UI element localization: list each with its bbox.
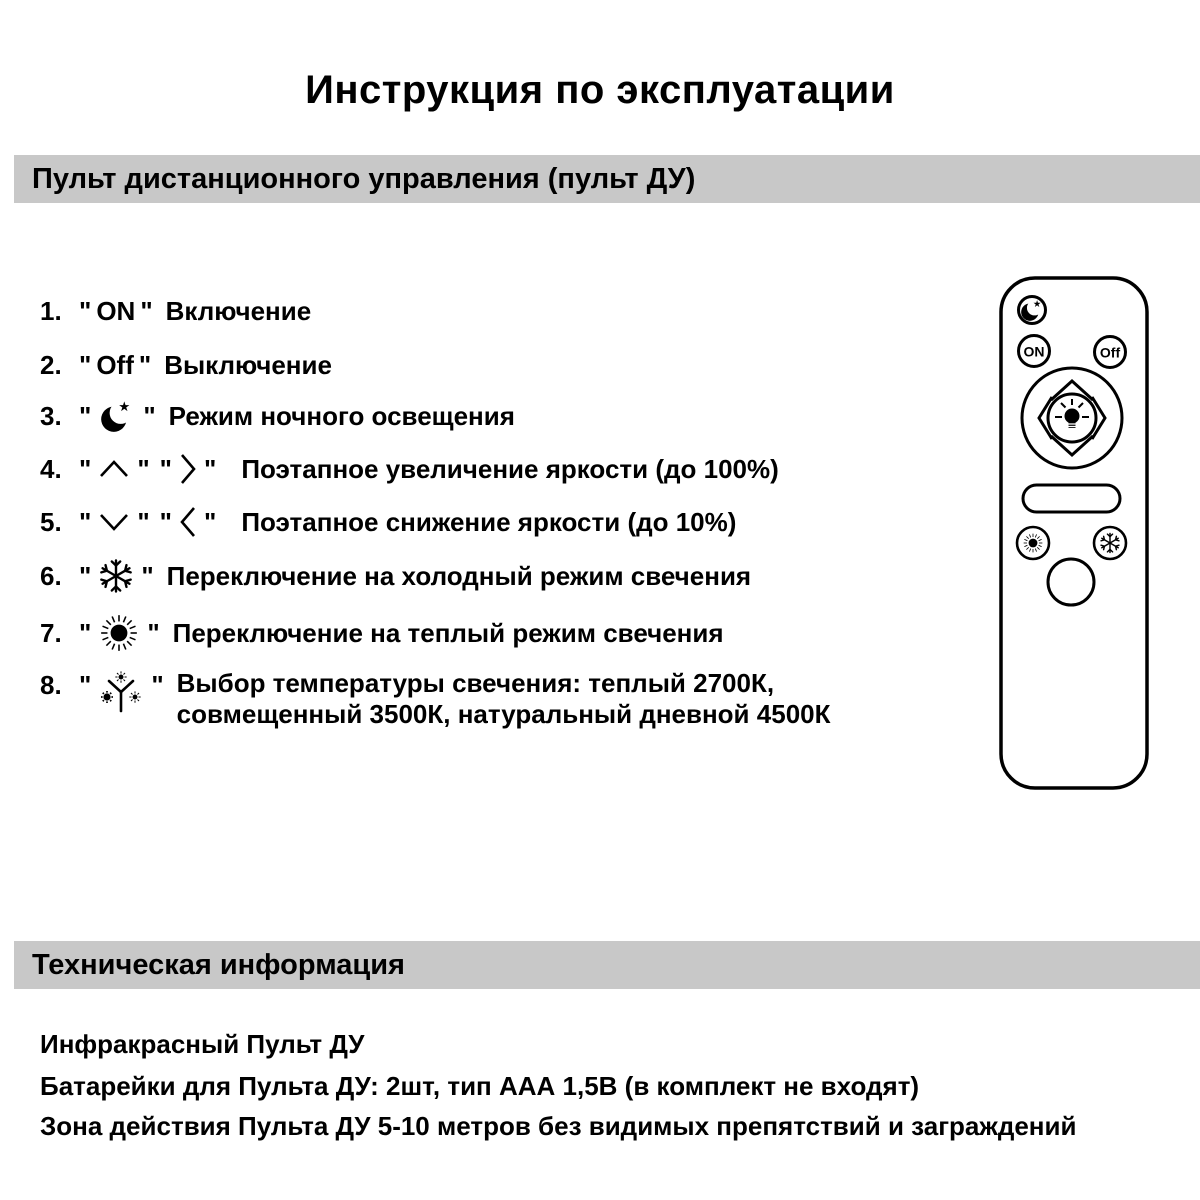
item-number: 5. xyxy=(40,507,62,537)
light-bulb-icon xyxy=(1055,399,1089,428)
quote-mark: " xyxy=(79,350,92,380)
quote-mark: " xyxy=(79,454,92,484)
tech-line-range: Зона действия Пульта ДУ 5-10 метров без видимых препятствий и заграждений xyxy=(40,1111,1077,1141)
quote-mark: " xyxy=(159,507,172,537)
item-number: 1. xyxy=(40,296,62,326)
item-description: Режим ночного освещения xyxy=(168,401,515,431)
quote-mark: " xyxy=(203,454,217,484)
brightness-dpad xyxy=(1022,368,1122,468)
quote-mark: " xyxy=(79,296,92,326)
quote-mark: " xyxy=(79,507,92,537)
quote-mark: " xyxy=(138,350,152,380)
section-header-remote xyxy=(14,155,1200,203)
quote-mark: " xyxy=(79,670,92,700)
item-description: Выключение xyxy=(164,350,332,380)
quote-mark: " xyxy=(79,561,92,591)
list-item-night-mode xyxy=(40,397,515,435)
dpad-up-arrow-icon xyxy=(1051,381,1093,400)
page-title: Инструкция по эксплуатации xyxy=(305,68,895,112)
cold-mode-button xyxy=(1094,527,1126,559)
item-description: Поэтапное снижение яркости (до 10%) xyxy=(241,507,737,537)
tech-line-batteries: Батарейки для Пульта ДУ: 2шт, тип ААА 1,5В (в комплект не входят) xyxy=(40,1071,920,1101)
off-button-label: Off xyxy=(1099,344,1121,361)
quote-mark: " xyxy=(140,296,153,326)
section-header-tech xyxy=(14,941,1200,989)
item-description: Переключение на теплый режим свечения xyxy=(172,618,724,648)
chevron-up-icon xyxy=(98,459,130,479)
section-header-tech-label: Техническая информация xyxy=(32,948,405,981)
chevron-left-icon xyxy=(179,505,197,539)
warm-mode-button xyxy=(1017,527,1049,559)
list-item-warm-mode xyxy=(40,612,724,654)
crescent-moon-icon xyxy=(98,397,136,435)
item-description: Поэтапное увеличение яркости (до 100%) xyxy=(241,454,779,484)
warm-sun-icon xyxy=(98,612,140,654)
item-number: 6. xyxy=(40,561,62,591)
quote-mark: " xyxy=(137,454,150,484)
quote-mark: " xyxy=(147,618,160,648)
chevron-right-icon xyxy=(179,452,197,486)
snowflake-icon xyxy=(1101,534,1120,553)
list-item-color-temperature xyxy=(40,668,830,730)
dpad-right-arrow-icon xyxy=(1092,397,1105,439)
list-item-off xyxy=(40,348,332,382)
item-number: 3. xyxy=(40,401,62,431)
dpad-left-arrow-icon xyxy=(1039,397,1052,439)
item-description-line2: совмещенный 3500К, натуральный дневной 4500К xyxy=(176,699,831,729)
crescent-moon-icon xyxy=(1021,299,1042,320)
item-number: 2. xyxy=(40,350,62,380)
snowflake-icon xyxy=(98,558,134,594)
chevron-down-icon xyxy=(98,512,130,532)
list-item-cold-mode xyxy=(40,558,751,594)
list-item-on xyxy=(40,294,311,328)
quote-mark: " xyxy=(141,561,154,591)
item-description: Включение xyxy=(165,296,312,326)
night-mode-button xyxy=(1019,297,1046,324)
quote-mark: " xyxy=(79,401,92,431)
section-header-remote-label: Пульт дистанционного управления (пульт ДУ) xyxy=(32,162,696,195)
quote-mark: " xyxy=(151,670,164,700)
item-description-line1: Выбор температуры свечения: теплый 2700К, xyxy=(176,668,775,698)
item-description: Переключение на холодный режим свечения xyxy=(166,561,752,591)
quote-mark: " xyxy=(79,618,92,648)
warm-sun-icon xyxy=(1024,534,1043,553)
quote-mark: " xyxy=(137,507,150,537)
on-button xyxy=(1019,336,1050,367)
on-button-label: ON xyxy=(1023,343,1045,360)
list-item-brightness-down xyxy=(40,505,736,539)
quote-mark: " xyxy=(143,401,156,431)
item-number: 4. xyxy=(40,454,62,484)
on-label: ON xyxy=(96,296,136,326)
round-button xyxy=(1048,559,1094,605)
quote-mark: " xyxy=(159,454,172,484)
off-label: Off xyxy=(96,350,134,380)
color-temperature-branch-icon xyxy=(98,670,144,714)
list-item-brightness-up xyxy=(40,452,779,486)
item-number: 7. xyxy=(40,618,62,648)
pill-button xyxy=(1023,485,1120,512)
dpad-down-arrow-icon xyxy=(1051,436,1093,455)
off-button xyxy=(1095,337,1126,368)
tech-line-ir-remote: Инфракрасный Пульт ДУ xyxy=(40,1029,365,1059)
quote-mark: " xyxy=(203,507,217,537)
item-number: 8. xyxy=(40,670,62,700)
remote-control-illustration xyxy=(995,272,1155,797)
item-description xyxy=(177,668,831,730)
